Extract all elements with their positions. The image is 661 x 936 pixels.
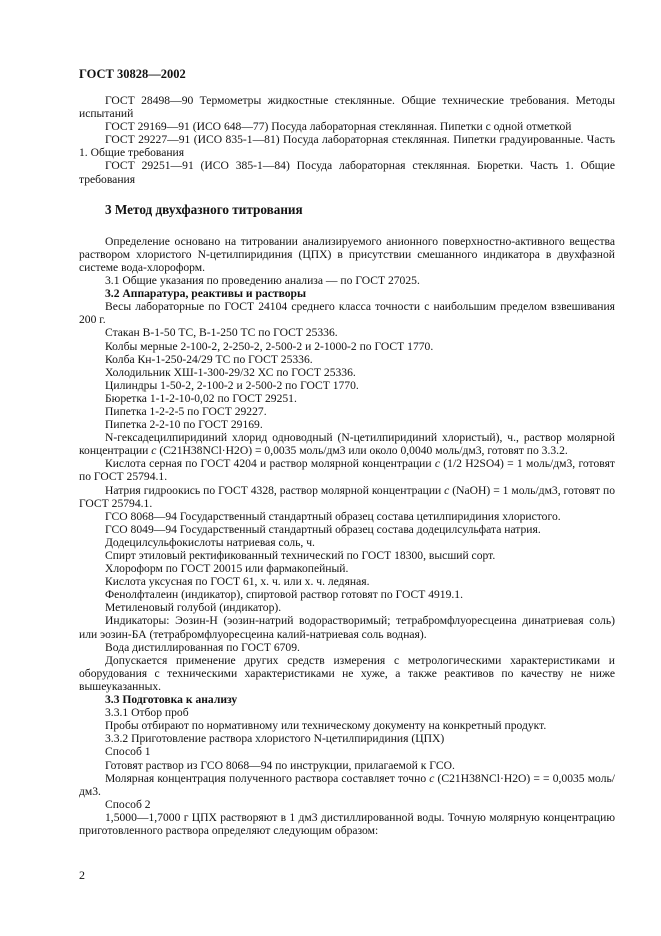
list-item: Колба Кн-1-250-24/29 ТС по ГОСТ 25336. [105,352,313,366]
list-item: Кислота уксусная по ГОСТ 61, х. ч. или х. ч. ледяная. [105,575,370,589]
list-item: ГСО 8049—94 Государственный стандартный образец состава додецилсульфата натрия. [105,522,541,536]
list-item: Метиленовый голубой (индикатор). [105,601,282,615]
intro-paragraph: Определение основано на титровании анализируемого анионного поверхностно-активного вещества раствором хлористого N-цетилпиридиния (ЦПХ) в присутствии смешанного индикатора в двухфазной системе вода-хлороформ. [79,234,615,274]
ref-item: ГОСТ 29169—91 (ИСО 648—77) Посуда лабораторная стеклянная. Пипетки с одной отметкой [105,120,572,134]
list-item: Хлороформ по ГОСТ 20015 или фармакопейный. [105,562,349,576]
way-2-text: 1,5000—1,7000 г ЦПХ растворяют в 1 дм3 дистиллированной воды. Точную молярную концентрацию приготовленного раствора определяют следующим образом: [79,810,615,837]
list-item: Индикаторы: Эозин-Н (эозин-натрий водорастворимый; тетрабромфлуоресцеина динатриевая соль) или эозин-БА (тетрабромфлуоресцеина калий-натриевая соль водная). [79,614,615,641]
document-body [79,94,615,837]
way-1-label: Способ 1 [105,745,151,759]
list-item: Фенолфталеин (индикатор), спиртовой раствор готовят по ГОСТ 4919.1. [105,588,463,602]
list-item: Весы лабораторные по ГОСТ 24104 среднего класса точности с наибольшим пределом взвешивания 200 г. [79,300,615,327]
heading-3-3-2: 3.3.2 Приготовление раствора хлористого N-цетилпиридиния (ЦПХ) [105,732,445,746]
list-item: Вода дистиллированная по ГОСТ 6709. [105,640,300,654]
heading-3-3: 3.3 Подготовка к анализу [105,693,238,707]
page-number: 2 [79,868,85,882]
list-item: ГСО 8068—94 Государственный стандартный образец состава цетилпиридиния хлористого. [105,509,561,523]
list-item: Холодильник ХШ-1-300-29/32 ХС по ГОСТ 25336. [105,365,356,379]
list-item: Колбы мерные 2-100-2, 2-250-2, 2-500-2 и 2-1000-2 по ГОСТ 1770. [105,339,434,353]
list-item: Додецилсульфокислоты натриевая соль, ч. [105,535,315,549]
document-header: ГОСТ 30828—2002 [79,67,186,81]
sulfuric-acid-item: Кислота серная по ГОСТ 4204 и раствор молярной концентрации c (1/2 H2SO4) = 1 моль/дм3, готовят по ГОСТ 25794.1. [79,457,615,484]
para-3-3-1: Пробы отбирают по нормативному или техническому документу на конкретный продукт. [105,719,547,733]
para-3-1: 3.1 Общие указания по проведению анализа — по ГОСТ 27025. [105,274,420,288]
list-item: Допускается применение других средств измерения с метрологическими характеристиками и оборудования с техническими характеристиками не хуже, а также реактивов по качеству не ниже вышеуказанных. [79,653,615,693]
ref-item: ГОСТ 28498—90 Термометры жидкостные стеклянные. Общие технические требования. Методы испытаний [79,94,615,121]
list-item: Стакан В-1-50 ТС, В-1-250 ТС по ГОСТ 25336. [105,326,338,340]
list-item: Бюретка 1-1-2-10-0,02 по ГОСТ 29251. [105,391,297,405]
heading-3-3-1: 3.3.1 Отбор проб [105,706,189,720]
list-item: Цилиндры 1-50-2, 2-100-2 и 2-500-2 по ГОСТ 1770. [105,378,359,392]
list-item: Пипетка 1-2-2-5 по ГОСТ 29227. [105,404,267,418]
ref-item: ГОСТ 29251—91 (ИСО 385-1—84) Посуда лабораторная стеклянная. Бюретки. Часть 1. Общие требования [79,159,615,186]
cpc-reagent-item: N-гексадецилпиридиний хлорид одноводный (N-цетилпиридиний хлористый), ч., раствор молярной концентрации c (C21H38NCl·H2O) = 0,0035 моль/дм3 или около 0,0040 моль/дм3, готовят по 3.3.2. [79,431,615,458]
section-title: 3 Метод двухфазного титрования [105,201,303,217]
way-2-label: Способ 2 [105,797,151,811]
ref-item: ГОСТ 29227—91 (ИСО 835-1—81) Посуда лабораторная стеклянная. Пипетки градуированные. Часть 1. Общие требования [79,133,615,160]
molar-concentration-text: Молярная концентрация полученного раствора составляет точно c (C21H38NCl·H2O) = = 0,0035 моль/дм3. [79,771,615,798]
heading-3-2: 3.2 Аппаратура, реактивы и растворы [105,287,307,301]
list-item: Спирт этиловый ректификованный технический по ГОСТ 18300, высший сорт. [105,549,496,562]
list-item: Пипетка 2-2-10 по ГОСТ 29169. [105,418,263,432]
way-1-text: Готовят раствор из ГСО 8068—94 по инструкции, прилагаемой к ГСО. [105,758,455,772]
naoh-item: Натрия гидроокись по ГОСТ 4328, раствор молярной концентрации c (NaOH) = 1 моль/дм3, готовят по ГОСТ 25794.1. [79,483,615,510]
